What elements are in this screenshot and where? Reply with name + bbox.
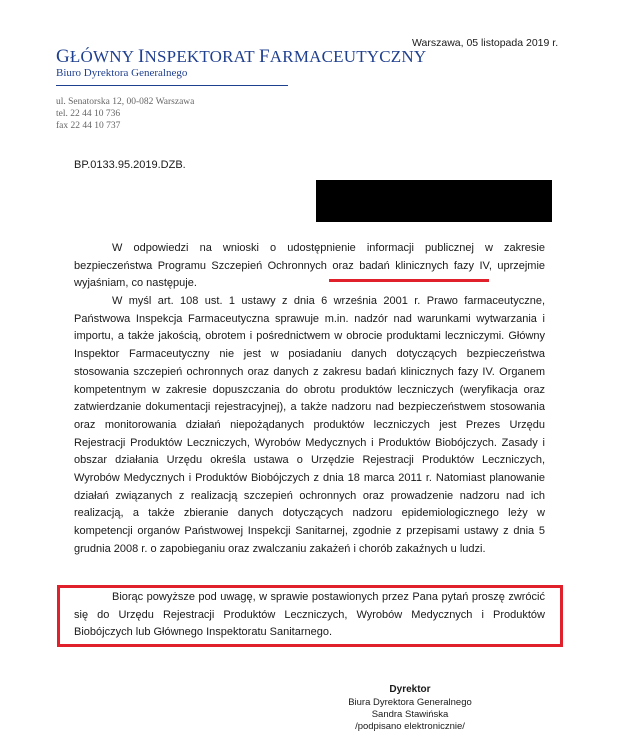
paragraph-1 xyxy=(74,240,545,293)
reference-number: BP.0133.95.2019.DZB. xyxy=(74,159,186,171)
org-subtitle: Biuro Dyrektora Generalnego xyxy=(56,67,188,79)
paragraph-3 xyxy=(74,589,545,642)
org-title-rest-3: ARMACEUTYCZNY xyxy=(269,47,427,66)
org-title-cap-3: F xyxy=(259,46,270,67)
redaction-block xyxy=(316,180,552,222)
paragraph-2-text: W myśl art. 108 ust. 1 ustawy z dnia 6 września 2001 r. Prawo farmaceutyczne, Państwowa Inspekcja Farmaceutyczna sprawuje m.in. nadzór nad warunkami wytwarzania i importu, a także jakością, obrotem i pośrednictwem w obrocie produktami leczniczymi. Główny Inspektor Farmaceutyczny nie jest w posiadaniu danych dotyczących bezpieczeństwa stosowania szczepień ochronnych oraz danych z zakresu badań klinicznych fazy IV. Organem kompetentnym w zakresie dopuszczania do obrotu produktów leczniczych (weryfikacja oraz zatwierdzanie dokumentacji rejestracyjnej), a także nadzoru nad bezpieczeństwem stosowania oraz monitorowania działań niepożądanych produktów leczniczych jest Prezes Urzędu Rejestracji Produktów Leczniczych, Wyrobów Medycznych i Produktów Biobójczych. Zasady i obszar działania Urzędu określa ustawa o Urzędzie Rejestracji Produktów Leczniczych, Wyrobów Medycznych i Produktów Biobójczych z dnia 18 marca 2011 r. Natomiast planowanie działań związanych z realizacją szczepień ochronnych oraz prowadzenie nadzoru nad ich realizacją, a także zbieranie danych dotyczących nadzoru epidemiologicznego leży w kompetencji organów Państwowej Inspekcji Sanitarnej, zgodnie z przepisami ustawy z dnia 5 grudnia 2008 r. o zapobieganiu oraz zwalczaniu zakażeń i chorób zakaźnych u ludzi. xyxy=(74,295,545,555)
paragraph-1-start: W odpowiedzi na wnioski o udostępnienie informacji publicznej w zakresie bezpieczeństwa Programu Szczepień Ochronnych xyxy=(74,242,545,272)
letter-date: Warszawa, 05 listopada 2019 r. xyxy=(412,37,559,49)
org-title-cap-2: I xyxy=(138,46,145,67)
org-title-rest-2: NSPEKTORAT xyxy=(144,47,260,66)
paragraph-2 xyxy=(74,293,545,559)
red-underline-highlight xyxy=(329,279,489,282)
org-title-cap-1: G xyxy=(56,46,70,67)
address-line: ul. Senatorska 12, 00-082 Warszawa xyxy=(56,97,195,107)
org-title xyxy=(56,46,426,68)
signature-office: Biura Dyrektora Generalnego xyxy=(348,697,472,708)
phone-line: tel. 22 44 10 736 xyxy=(56,109,121,119)
signature-name: Sandra Stawińska xyxy=(371,709,449,720)
signature-title: Dyrektor xyxy=(389,684,431,695)
paragraph-3-text: Biorąc powyższe pod uwagę, w sprawie postawionych przez Pana pytań proszę zwrócić się do Urzędu Rejestracji Produktów Leczniczych, Wyrobów Medycznych i Produktów Biobójczych lub Głównego Inspektoratu Sanitarnego. xyxy=(74,591,545,639)
signature-note: /podpisano elektronicznie/ xyxy=(355,721,465,732)
fax-line: fax 22 44 10 737 xyxy=(56,121,121,131)
paragraph-1-end: , uprzejmie wyjaśniam, co następuje. xyxy=(74,259,546,290)
org-title-rest-1: ŁÓWNY xyxy=(69,47,139,66)
header-divider xyxy=(56,85,288,86)
paragraph-1-underlined: oraz badań klinicznych fazy IV xyxy=(326,259,489,272)
